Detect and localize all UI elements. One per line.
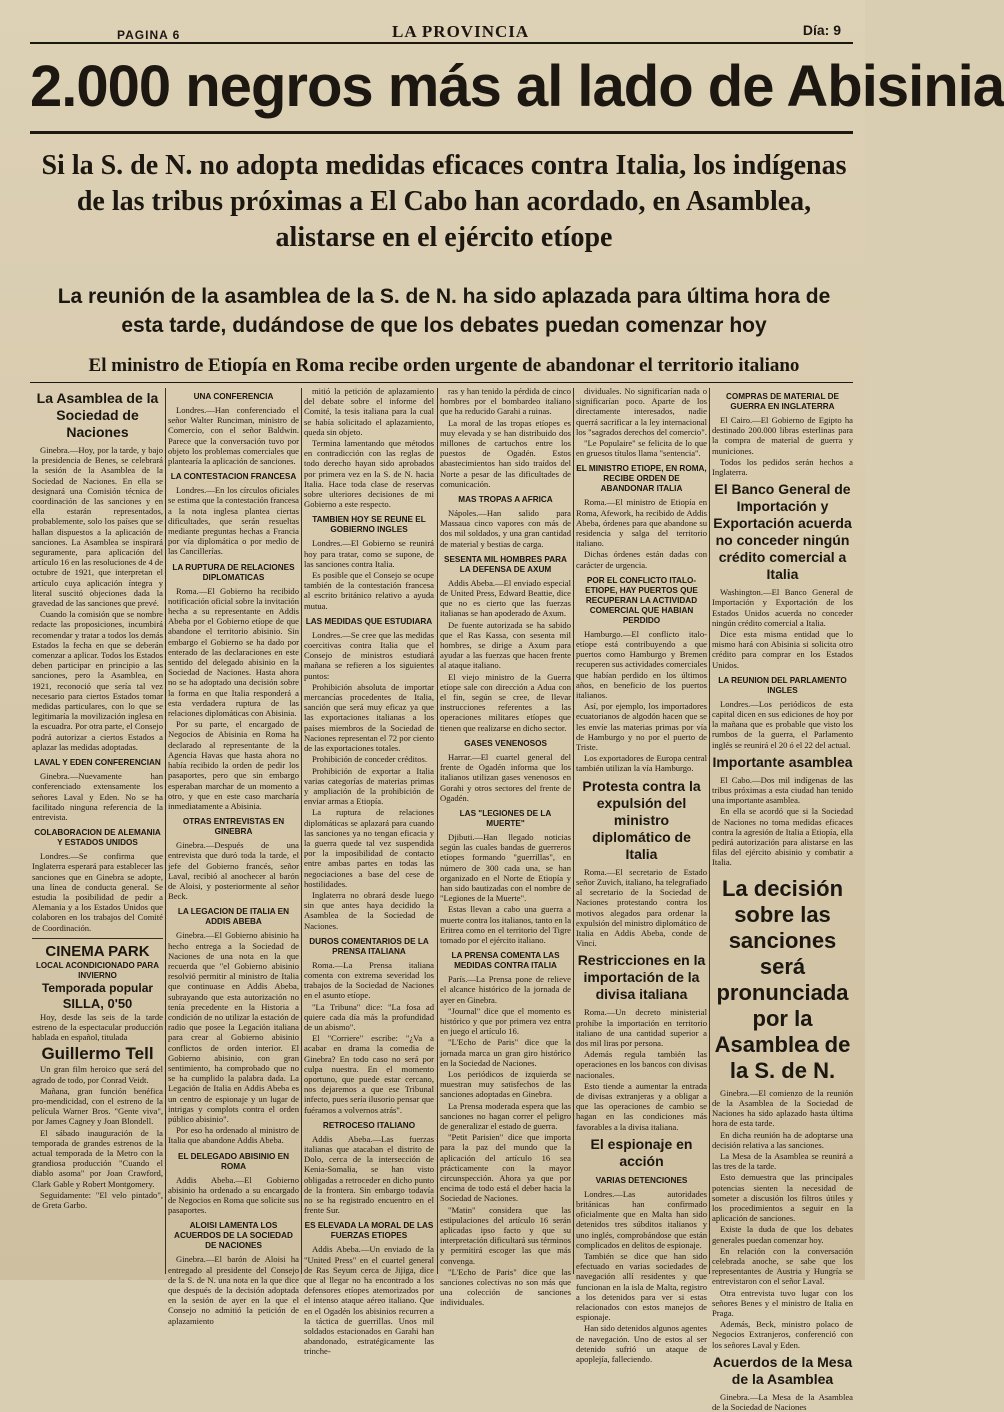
article-paragraph: "Journal" dice que el momento es histórico y que por primera vez entra en juego el artículo 16. bbox=[440, 1005, 571, 1037]
article-paragraph: Roma.—Un decreto ministerial prohíbe la importación en territorio italiano de una cantidad superior a dos mil liras por persona. bbox=[576, 1007, 707, 1048]
article-paragraph: "Matin" considera que las estipulaciones del artículo 16 serán aplicadas ipso facto y que su interpretación dificultará sus términos y permitirá escoger las que más convenga. bbox=[440, 1204, 571, 1266]
article-headline: Importante asamblea bbox=[712, 753, 853, 770]
article-paragraph: En relación con la conversación celebrada anoche, se sabe que los representantes de Austria y Hungría se entrevistaron con el señor Laval. bbox=[712, 1245, 853, 1287]
article-paragraph: Por eso ha ordenado al ministro de Italia que abandone Addis Abeba. bbox=[168, 1125, 299, 1146]
article-headline: Acuerdos de la Mesa de la Asamblea bbox=[712, 1353, 853, 1387]
section-heading: SESENTA MIL HOMBRES PARA LA DEFENSA DE AXUM bbox=[444, 554, 567, 574]
section-heading: VARIAS DETENCIONES bbox=[595, 1175, 688, 1185]
article-paragraph: Roma.—El Gobierno ha recibido notificación oficial sobre la invitación hecha a su representante en Addis Abeba por el Gobierno etíope de que abandone el territorio abisinio. Sin embargo el Gobierno se ha dado por enterado de las declaraciones en este sentido del delegado abisinio en la Sociedad de Naciones. Hasta ahora no se ha adoptado una decisión sobre la forma en que Italia responderá a esta verdadera ruptura de las relaciones diplomáticas con Abisinia. bbox=[168, 585, 299, 719]
article-paragraph: Todos los pedidos serán hechos a Inglaterra. bbox=[712, 456, 853, 478]
article-paragraph: Han sido detenidos algunos agentes de navegación. Uno de estos al ser detenido sufrió un ataque de apoplejía, falleciendo. bbox=[576, 1323, 707, 1364]
section-heading: LA RUPTURA DE RELACIONES DIPLOMATICAS bbox=[172, 562, 295, 582]
masthead: LA PROVINCIA bbox=[392, 22, 530, 41]
article-paragraph: También se dice que han sido efectuado en varias sociedades de navegación allí residentes y que funcionan en la isla de Malta, registro a los detenidos para ver si estas relacionados con estos manejos de espionaje. bbox=[576, 1250, 707, 1323]
column-6 bbox=[712, 386, 853, 1412]
article-paragraph: Londres.—Se cree que las medidas coercitivas contra Italia que el Consejo de ministros estudiará mañana se refieren a los siguientes puntos: bbox=[304, 629, 434, 681]
article-paragraph: Así, por ejemplo, los importadores ecuatorianos de algodón hacen que se les envíe las materias primas por vía de Hamburgo y no por el puerto de Triste. bbox=[576, 701, 707, 753]
section-heading: COMPRAS DE MATERIAL DE GUERRA EN INGLATERRA bbox=[726, 392, 839, 411]
section-heading: ES ELEVADA LA MORAL DE LAS FUERZAS ETIOPES bbox=[304, 1221, 434, 1241]
article-paragraph: Ginebra.—Hoy, por la tarde, y bajo la presidencia de Benes, se celebrará la sesión de la Asamblea de la Sociedad de Naciones. En ella se designará una Comisión técnica de coordinación de las sanciones y en ella estarán representados, probablemente, solo los países que se hallan dispuestos a la aplicación de sanciones. La Asamblea se inspirará seguramente, para aplicación del artículo 16 en las resoluciones de 4 de octubre de 1921, que interpretan el artículo cuya aplicación íntegra y literal suscitó objeciones dada la gravedad de las sanciones que prevé. bbox=[32, 445, 164, 609]
section-heading: LA REUNION DEL PARLAMENTO INGLES bbox=[718, 675, 847, 695]
column-3 bbox=[304, 386, 434, 1357]
article-headline: El espionaje en acción bbox=[590, 1135, 693, 1169]
article-paragraph: Washington.—El Banco General de Importación y Exportación de los Estados Unidos acuerda no conceder ningún crédito comercial a Italia. bbox=[712, 587, 853, 628]
section-heading: LA CONTESTACION FRANCESA bbox=[170, 472, 297, 482]
section-heading: GASES VENENOSOS bbox=[464, 738, 547, 748]
article-paragraph: Djibuti.—Han llegado noticias según las cuales bandas de guerreros etíopes formando "guerrillas", en número de 300 cada una, se han organizado en el Norte de Etiopía y han sido bautizadas con el nombre de "Legiones de la Muerte". bbox=[440, 831, 571, 904]
section-heading: LAVAL Y EDEN CONFERENCIAN bbox=[34, 758, 161, 768]
article-paragraph: Además regula también las operaciones en los bancos con divisas nacionales. bbox=[576, 1049, 707, 1080]
article-paragraph: El Cabo.—Dos mil indígenas de las tribus próximas a esta ciudad han tenido una importante asamblea. bbox=[712, 774, 853, 806]
section-heading: POR EL CONFLICTO ITALO-ETIOPE, HAY PUERTOS QUE RECUPERAN LA ACTIVIDAD COMERCIAL QUE HABIAN PERDIDO bbox=[585, 575, 698, 625]
cinema-text: El sábado inauguración de la temporada de grandes estrenos de la actual temporada de la Metro con la grandiosa producción "Cuando el diablo asoma" por Joan Crawford, Clark Gable y Robert Montgomery. bbox=[32, 1127, 163, 1189]
column-4 bbox=[440, 386, 572, 1308]
article-paragraph: Londres.—Las autoridades británicas han confirmado oficialmente que en Malta han sido detenidos tres súbditos italianos y uno inglés, comprobándose que están complicados en delitos de espionaje. bbox=[576, 1188, 707, 1250]
cinema-text: Hoy, desde las seis de la tarde estreno de la espectacular producción hablada en español, titulada bbox=[32, 1011, 163, 1043]
subheadline-2: La reunión de la asamblea de la S. de N. ha sido aplazada para última hora de esta tarde, dudándose de que los debates puedan comenzar hoy bbox=[57, 285, 831, 337]
article-paragraph: Roma.—La Prensa italiana comenta con extrema severidad los trabajos de la Sociedad de Naciones en el asunto etíope. bbox=[304, 959, 434, 1001]
article-paragraph: Dichas órdenes están dadas con carácter de urgencia. bbox=[576, 549, 707, 570]
article-paragraph: Addis Abeba.—Un enviado de la "United Press" en el cuartel general de Ras Seyum cerca de Jijiga, dice que al llegar no ha encontrado a los defensores etíopes atemorizados por el intenso ataque aéreo italiano. Que en el Ogadén los abisinios recurren a la táctica de guerrillas. Unos mil soldados estacionados en Garahi han abandonado, estratégicamente las trinche- bbox=[304, 1244, 434, 1357]
article-paragraph: Ginebra.—El comienzo de la reunión de la Asamblea de la Sociedad de Naciones ha sido aplazado hasta última hora de esta tarde. bbox=[712, 1087, 853, 1129]
article-paragraph: La ruptura de relaciones diplomáticas se aplazará para cuando las sanciones ya no tengan eficacia y la guerra quede tal vez suspendida por la imposibilidad de contacto entre ambas partes en todas las negociaciones a base del cese de hostilidades. bbox=[304, 807, 434, 889]
article-paragraph: En dicha reunión ha de adoptarse una decisión relativa a las sanciones. bbox=[712, 1129, 853, 1150]
article-paragraph: Londres.—El Gobierno se reunirá hoy para tratar, como se supone, de las sanciones contra Italia. bbox=[304, 538, 434, 569]
subheadline-3: El ministro de Etiopía en Roma recibe orden urgente de abandonar el territorio italiano bbox=[88, 355, 800, 376]
article-paragraph: Otra entrevista tuvo lugar con los señores Benes y el ministro de Italia en Praga. bbox=[712, 1287, 853, 1318]
article-paragraph: París.—La Prensa pone de relieve el alcance histórico de la jornada de ayer en Ginebra. bbox=[440, 974, 571, 1005]
article-paragraph: Nápoles.—Han salido para Massaua cinco vapores con más de dos mil soldados, y una gran cantidad de material y bestias de carga. bbox=[440, 508, 571, 549]
cinema-subtitle: LOCAL ACONDICIONADO PARA INVIERNO bbox=[36, 960, 159, 980]
headline-rule bbox=[30, 131, 853, 134]
column-rule bbox=[437, 388, 438, 1274]
article-paragraph: Ginebra.—El barón de Aloisi ha entregado al presidente del Consejo de la S. de N. una nota en la que dice que después de la decisión adoptada en la sesión de ayer en la que el Consejo no admitió la petición de aplazamiento bbox=[168, 1254, 299, 1326]
page-number: PAGINA 6 bbox=[117, 28, 181, 42]
article-paragraph: Estas llevan a cabo una guerra a muerte contra los italianos, tanto en la Eritrea como en el territorio del Tigre tomado por el ejército italiano. bbox=[440, 904, 572, 945]
article-paragraph: Addis Abeba.—Las fuerzas italianas que atacaban el distrito de Dolo, cerca de la intersección de Kenia-Somalia, se han visto obligadas a retroceder en dicho punto de la frontera. Sin embargo todavía no se ha registrado encuentro en el frente Sur. bbox=[304, 1133, 434, 1216]
article-paragraph: El viejo ministro de la Guerra etíope sale con dirección a Adua con el fin, según se cree, de llevar instrucciones referentes a las operaciones militares etíopes que tienen que realizarse en dicho sector. bbox=[440, 671, 571, 733]
article-paragraph: Hamburgo.—El conflicto italo-etíope está contribuyendo a que puertos como Hamburgo y Bremen recuperen sus actividades comerciales que habían perdido en los últimos años, en beneficio de los puertos italianos. bbox=[576, 628, 707, 701]
article-paragraph: Termina lamentando que métodos en contradicción con las reglas de todo derecho hayan sido aprobados por primera vez en la S. de N. hacia Italia. Hace toda clase de reservas sobre ulteriores decisiones de mi Gobierno a este respecto. bbox=[304, 438, 434, 510]
cinema-text: Mañana, gran función benéfica pro-mendicidad, con el estreno de la película Warner Bros. "Gente viva", por James Cagney y Joan Blondell. bbox=[32, 1085, 163, 1127]
article-paragraph: Los exportadores de Europa central también utilizan la vía Hamburgo. bbox=[576, 753, 707, 774]
article-paragraph: Por su parte, el encargado de Negocios de Abisinia en Roma ha declarado al representante de la Agencia Havas que hasta ahora no había recibido la orden de pedir los pasaportes, pero que sin embargo esperaban marchar de un momento a otro, y que en este caso marcharía inmediatamente a Abisinia. bbox=[168, 719, 299, 811]
cinema-advertisement bbox=[32, 938, 163, 1210]
article-paragraph: El "Corriere" escribe: "¿Va a acabar en drama la comedia de Ginebra? En todo caso no será por culpa nuestra. En el momento oportuno, que puede estar cercano, nos dejaremos a que ese Tribunal infecto, pues sería ilusorio pensar que fuéramos a volvernos atrás". bbox=[304, 1033, 434, 1115]
article-paragraph: Addis Abeba.—El enviado especial de United Press, Edward Beattie, dice que no es cierto que las fuerzas italianas se han apoderado de Axum. bbox=[440, 577, 571, 619]
section-heading: COLABORACION DE ALEMANIA Y ESTADOS UNIDOS bbox=[34, 828, 161, 848]
article-paragraph: mitió la petición de aplazamiento del debate sobre el informe del Comité, la tesis italiana para la cual se había solicitado el aplazamiento, queda sin objeto. bbox=[304, 386, 434, 437]
column-rule bbox=[301, 388, 302, 1274]
section-heading: UNA CONFERENCIA bbox=[193, 392, 274, 401]
article-paragraph: Harrar.—El cuartel general del frente de Ogadén informa que los italianos utilizan gases venenosos en Gorahi y otros sectores del frente de Ogadén. bbox=[440, 751, 571, 803]
article-paragraph: Roma.—El secretario de Estado señor Zuvich, italiano, ha telegrafiado al secretario de la Sociedad de Naciones protestando contra los motivos alegados para ordenar la expulsión del ministro diplomático de Italia en Addis Abeba, conde de Vinci. bbox=[576, 866, 707, 949]
section-heading: TAMBIEN HOY SE REUNE EL GOBIERNO INGLES bbox=[312, 515, 426, 535]
article-paragraph: Prohibición de exportar a Italia varias categorías de materias primas y ampliación de la prohibición de enviar armas a Etiopía. bbox=[304, 765, 434, 807]
article-paragraph: "L'Echo de Paris" dice que la jornada marca un gran giro histórico en la Sociedad de Naciones. bbox=[440, 1037, 571, 1068]
article-paragraph: Esto tiende a aumentar la entrada de divisas extranjeras y a obligar a que las operaciones de cambio se hagan en las condiciones más favorables a la divisa italiana. bbox=[576, 1080, 707, 1132]
article-headline: La decisión sobre las sanciones será pronunciada por la Asamblea de la S. de N. bbox=[714, 875, 851, 1083]
article-paragraph: La Prensa moderada espera que las sanciones no hagan correr el peligro de generalizar el estado de guerra. bbox=[440, 1100, 571, 1131]
article-paragraph: Ginebra.—El Gobierno abisinio ha hecho entrega a la Sociedad de Naciones de una nota en la que recuerda que "el Gobierno abisinio resolvió permitir al ministro de Italia que continuase en Addis Abeba, subrayando que esta autorización no tenía precedente en la Historia a condición de no utilizar la estación de radio que posee la Legación italiana para crear al Gobierno abisinio conflictos de orden interior. El Gobierno abisinio, con gran sentimiento, ha comprobado que no se ha cumplido la palabra dada. La Legación de Italia en Addis Abeba es un centro de espionaje y un lugar de intrigas y complots contra el orden público abisinio". bbox=[168, 930, 299, 1124]
article-paragraph: Addis Abeba.—El Gobierno abisinio ha ordenado a su encargado de Negocios en Roma que solicite sus pasaportes. bbox=[168, 1174, 299, 1216]
cinema-name: CINEMA PARK bbox=[45, 942, 150, 960]
column-rule bbox=[709, 388, 710, 1274]
article-paragraph: Es posible que el Consejo se ocupe también de la contestación francesa al escrito británico relativo a ayuda mutua. bbox=[304, 570, 434, 611]
article-paragraph: En ella se acordó que si la Sociedad de Naciones no toma medidas eficaces contra la agresión de Italia a Etiopía, ella pedirá autorización para alistarse en las filas del ejército abisinio y combatir a Italia. bbox=[712, 806, 853, 868]
section-heading: MAS TROPAS A AFRICA bbox=[458, 495, 553, 505]
cinema-text: Un gran film heroico que será del agrado de todo, por Conrad Veidt. bbox=[32, 1064, 163, 1085]
article-headline: Protesta contra la expulsión del ministro diplomático de Italia bbox=[582, 777, 701, 862]
header-rule bbox=[30, 42, 853, 44]
column-rule bbox=[573, 388, 574, 1274]
article-headline: Restricciones en la importación de la divisa italiana bbox=[577, 952, 706, 1003]
article-paragraph: dividuales. No significarían nada o significarían poco. Aparte de los directamente interesados, nadie querrá sacrificar a la ley internacional los "sagrados derechos del comercio". bbox=[576, 386, 707, 437]
section-heading: EL DELEGADO ABISINIO EN ROMA bbox=[178, 1151, 289, 1171]
article-paragraph: Cuando la comisión que se nombre redacte las proposiciones, incumbirá recomendar y tratar a todos los demás Estados la fecha en que se deberán comenzar a aplicar. Todos los Estados deben participar en principio a las sanciones, pero la Asamblea, en 1921, reconoció que sería tal vez necesario para ciertos Estados tomar medidas particulares, con lo que se legitimaría la movilización inglesa en la escuadra. Por otra parte, el Consejo podrá autorizar a ciertos Estados a aplazar las medidas adoptadas. bbox=[32, 609, 163, 752]
article-paragraph: De fuente autorizada se ha sabido que el Ras Kassa, con sesenta mil hombres, se dirige a Axum para ayudar a las fuerzas que hacen frente al ataque italiano. bbox=[440, 619, 571, 671]
subheadline-1: Si la S. de N. no adopta medidas eficaces contra Italia, los indígenas de las tribus próximas a El Cabo han acordado, en Asamblea, alistarse en el ejército etíope bbox=[41, 150, 847, 253]
article-headline: La Asamblea de la Sociedad de Naciones bbox=[36, 390, 159, 440]
article-paragraph: Esto demuestra que las principales potencias sienten la necesidad de someter a discusión los filtros útiles y los procedimientos a seguir en la aplicación de sanciones. bbox=[712, 1172, 853, 1224]
article-paragraph: Ginebra.—Nuevamente han conferenciado extensamente los señores Laval y Eden. No se ha facilitado ninguna referencia de la entrevista. bbox=[32, 771, 163, 822]
article-paragraph: Londres.—Se confirma que Inglaterra esperará para establecer las sanciones que en Ginebra se adopte, una línea de conducta general. Se estudia la posibilidad de pedir a Alemania y a los Estados Unidos que colaboren en los trabajos del Comité de Coordinación. bbox=[32, 851, 163, 933]
section-heading: ALOISI LAMENTA LOS ACUERDOS DE LA SOCIEDAD DE NACIONES bbox=[174, 1221, 293, 1251]
article-paragraph: Inglaterra no obrará desde luego sin que antes haya decidido la Asamblea de la Sociedad de Naciones. bbox=[304, 889, 434, 931]
section-heading: LAS MEDIDAS QUE ESTUDIARA bbox=[305, 616, 433, 626]
article-paragraph: La moral de las tropas etíopes es muy elevada y se han distribuido dos millones de cartuchos entre los puestos de Ogadén. Estos abastecimientos han sido traídos del Norte a pesar de las dificultades de comunicación. bbox=[440, 417, 571, 489]
article-paragraph: "Le Populaire" se felicita de lo que en gruesos títulos llama "sentencia". bbox=[576, 438, 707, 459]
article-paragraph: ras y han tenido la pérdida de cinco hombres por el bombardeo italiano que ha reducido Garahi a ruinas. bbox=[440, 386, 571, 417]
article-paragraph: Los periódicos de izquierda se muestran muy satisfechos de las sanciones adoptadas en Ginebra. bbox=[440, 1068, 571, 1100]
cinema-text: Seguidamente: "El velo pintado", de Greta Garbo. bbox=[32, 1189, 163, 1210]
article-paragraph: "La Tribuna" dice: "La fosa ad quiere cada día más la profundidad de un abismo". bbox=[304, 1001, 434, 1032]
article-paragraph: "L'Echo de Paris" dice que las sanciones colectivas no son más que una colección de sanciones individuales. bbox=[440, 1266, 571, 1308]
article-paragraph: Ginebra.—La Mesa de la Asamblea de la Sociedad de Naciones bbox=[712, 1391, 853, 1412]
article-paragraph: Prohibición absoluta de importar mercancías procedentes de Italia, sanción que será muy eficaz ya que las exportaciones italianas a los países miembros de la Sociedad de Naciones representan el 72 por ciento de las exportaciones totales. bbox=[304, 681, 434, 754]
column-5 bbox=[576, 386, 707, 1364]
article-headline: El Banco General de Importación y Exportación acuerda no conceder ningún crédito comercial a Italia bbox=[713, 481, 852, 583]
section-heading: RETROCESO ITALIANO bbox=[322, 1120, 416, 1130]
article-paragraph: Además, Beck, ministro polaco de Negocios Extranjeros, conferenció con los señores Laval y Eden. bbox=[712, 1319, 853, 1350]
film-title: Guillermo Tell bbox=[41, 1044, 154, 1064]
page-header bbox=[12, 22, 853, 42]
article-paragraph: Londres.—En los círculos oficiales se estima que la contestación francesa a la nota inglesa plantea ciertas dificultades, que serán resueltas mediante preguntas hechas a Francia por vía diplomática o por medio de las Cancillerías. bbox=[168, 485, 299, 557]
issue-day: Día: 9 bbox=[802, 22, 841, 38]
section-heading: LAS "LEGIONES DE LA MUERTE" bbox=[459, 808, 552, 828]
article-paragraph: Prohibición de conceder créditos. bbox=[312, 754, 428, 765]
article-paragraph: Dice esta misma entidad que lo mismo hará con Abisinia si solicita otro crédito para comprar en los Estados Unidos. bbox=[712, 629, 853, 670]
article-paragraph: Existe la duda de que los debates generales puedan comenzar hoy. bbox=[712, 1224, 853, 1245]
column-1 bbox=[32, 386, 163, 1276]
column-rule bbox=[165, 388, 166, 1274]
article-paragraph: El Cairo.—El Gobierno de Egipto ha destinado 200.000 libras esterlinas para la compra de material de guerra y municiones. bbox=[712, 415, 853, 456]
section-heading: LA LEGACION DE ITALIA EN ADDIS ABEBA bbox=[177, 907, 290, 927]
deck-rule bbox=[30, 382, 853, 383]
column-2 bbox=[168, 386, 299, 1326]
article-paragraph: Roma.—El ministro de Etiopía en Roma, Afework, ha recibido de Addis Abeba, órdenes para que abandone su residencia y salga del territorio italiano. bbox=[576, 497, 707, 549]
main-headline: 2.000 negros más al lado de Abisinia bbox=[30, 54, 1004, 119]
section-heading: EL MINISTRO ETIOPE, EN ROMA, RECIBE ORDEN DE ABANDONAR ITALIA bbox=[576, 464, 707, 494]
cinema-price: SILLA, 0'50 bbox=[62, 995, 133, 1011]
article-paragraph: Londres.—Han conferenciado el señor Walter Runciman, ministro de Comercio, con el señor Baldwin. Parece que la conversación tuvo por objeto los problemas comerciales que plantearía la aplicación de sanciones. bbox=[168, 405, 299, 467]
cinema-season: Temporada popular bbox=[41, 980, 154, 995]
article-paragraph: Londres.—Los periódicos de esta capital dicen en sus ediciones de hoy por la mañana que es probable que visto los rumbos de la guerra, el Parlamento inglés se reunirá el 20 ó el 22 del actual. bbox=[712, 698, 853, 750]
article-paragraph: La Mesa de la Asamblea se reunirá a las tres de la tarde. bbox=[712, 1150, 853, 1172]
section-heading: LA PRENSA COMENTA LAS MEDIDAS CONTRA ITALIA bbox=[451, 951, 560, 971]
article-paragraph: Ginebra.—Después de una entrevista que duró toda la tarde, el jefe del Gobierno francés, señor Laval, recibió al anochecer al barón de Aloisi, y posteriormente al señor Beck. bbox=[168, 840, 299, 902]
section-heading: DUROS COMENTARIOS DE LA PRENSA ITALIANA bbox=[309, 936, 429, 956]
section-heading: OTRAS ENTREVISTAS EN GINEBRA bbox=[182, 817, 285, 837]
article-paragraph: "Petit Parisien" dice que importa para la paz del mundo que la aplicación del artículo 16 sea prácticamente con la mayor circunspección. Ahora ya que por encima de todo está el deber hacia la Sociedad de Naciones. bbox=[440, 1132, 571, 1204]
